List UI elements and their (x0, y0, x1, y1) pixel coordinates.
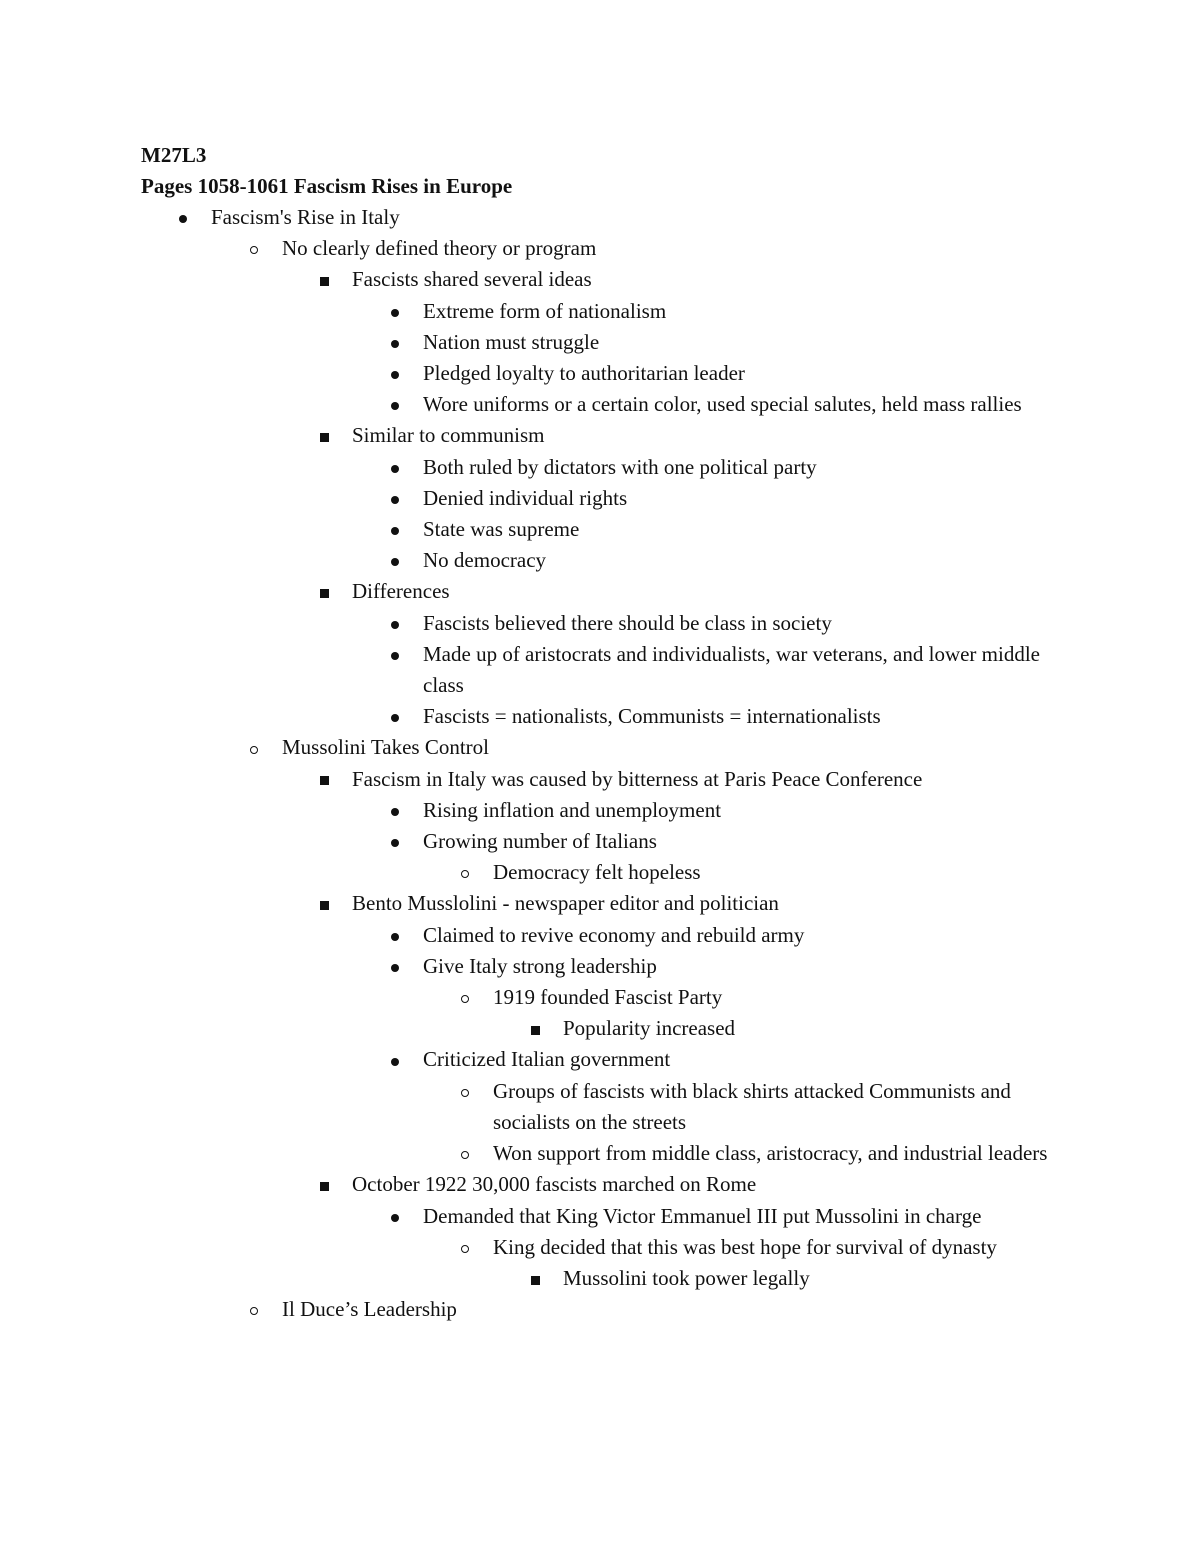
disc-bullet-icon (385, 483, 405, 514)
outline-item-text: Rising inflation and unemployment (423, 797, 722, 822)
disc-bullet-icon (385, 452, 405, 483)
outline-item (423, 639, 1080, 701)
outline-item-text: 1919 founded Fascist Party (493, 985, 723, 1010)
outline-item (352, 1169, 1080, 1200)
square-bullet-icon (314, 764, 334, 795)
outline-item (423, 296, 1080, 327)
outline-item-text: Extreme form of nationalism (423, 298, 667, 323)
outline-item (563, 1013, 1080, 1044)
outline-item-text: No clearly defined theory or program (282, 236, 597, 261)
outline-item-text: Claimed to revive economy and rebuild army (423, 922, 805, 947)
outline-item (423, 608, 1080, 639)
notes-body (141, 140, 1080, 1325)
outline-item-text: Il Duce’s Leadership (282, 1297, 457, 1322)
outline-item-text: Fascists shared several ideas (352, 267, 592, 292)
circle-bullet-icon (455, 1076, 475, 1107)
outline-item-text: State was supreme (423, 517, 580, 542)
square-bullet-icon (314, 1169, 334, 1200)
square-bullet-icon (525, 1013, 545, 1044)
outline-item (352, 764, 1080, 795)
outline-item-text: Growing number of Italians (423, 829, 657, 854)
outline-item (423, 1044, 1080, 1075)
disc-bullet-icon (173, 202, 193, 233)
outline-item (423, 483, 1080, 514)
outline-item-text: Made up of aristocrats and individualists, war veterans, and lower middle class (423, 641, 1040, 698)
disc-bullet-icon (385, 951, 405, 982)
disc-bullet-icon (385, 545, 405, 576)
disc-bullet-icon (385, 826, 405, 857)
square-bullet-icon (314, 888, 334, 919)
outline-item (352, 888, 1080, 919)
outline-item-text: Groups of fascists with black shirts attacked Communists and socialists on the streets (493, 1078, 1011, 1134)
disc-bullet-icon (385, 920, 405, 951)
outline-item (493, 982, 1080, 1013)
page-title: Pages 1058-1061 Fascism Rises in Europe (141, 174, 513, 198)
disc-bullet-icon (385, 795, 405, 826)
outline-item (211, 202, 1080, 233)
circle-bullet-icon (455, 1138, 475, 1169)
circle-bullet-icon (244, 1294, 264, 1325)
circle-bullet-icon (244, 233, 264, 264)
outline-item (423, 545, 1080, 576)
outline-item (352, 264, 1080, 295)
outline-item (352, 420, 1080, 451)
outline-item (423, 358, 1080, 389)
outline-item-text: Democracy felt hopeless (493, 860, 701, 885)
outline-item (423, 1201, 1080, 1232)
circle-bullet-icon (455, 982, 475, 1013)
outline-item-text: Criticized Italian government (423, 1047, 671, 1072)
outline-item (423, 826, 1080, 857)
outline-item-text: October 1922 30,000 fascists marched on Rome (352, 1172, 757, 1197)
outline-item (423, 701, 1080, 732)
disc-bullet-icon (385, 358, 405, 389)
outline-item (493, 1138, 1080, 1169)
circle-bullet-icon (455, 857, 475, 888)
outline-item-text: Nation must struggle (423, 329, 600, 354)
disc-bullet-icon (385, 1044, 405, 1075)
lesson-code: M27L3 (141, 143, 207, 167)
square-bullet-icon (314, 576, 334, 607)
outline-item (493, 1232, 1080, 1263)
outline-item-text: Mussolini took power legally (563, 1265, 810, 1290)
outline-item-text: Fascists = nationalists, Communists = internationalists (423, 704, 881, 729)
outline-item (282, 1294, 1080, 1325)
square-bullet-icon (525, 1263, 545, 1294)
outline-item (563, 1263, 1080, 1294)
outline-item (493, 1076, 1080, 1138)
outline-list (141, 202, 1080, 1325)
outline-item-text: King decided that this was best hope for survival of dynasty (493, 1234, 997, 1259)
outline-item-text: Both ruled by dictators with one political party (423, 454, 817, 479)
disc-bullet-icon (385, 639, 405, 670)
disc-bullet-icon (385, 1201, 405, 1232)
outline-item (423, 795, 1080, 826)
outline-item-text: No democracy (423, 548, 547, 573)
outline-item (282, 732, 1080, 763)
outline-item (493, 857, 1080, 888)
circle-bullet-icon (455, 1232, 475, 1263)
circle-bullet-icon (244, 732, 264, 763)
disc-bullet-icon (385, 389, 405, 420)
outline-item (423, 514, 1080, 545)
square-bullet-icon (314, 264, 334, 295)
outline-item (423, 452, 1080, 483)
disc-bullet-icon (385, 608, 405, 639)
outline-item-text: Fascism's Rise in Italy (211, 205, 400, 229)
outline-item-text: Wore uniforms or a certain color, used special salutes, held mass rallies (423, 392, 1022, 417)
outline-item-text: Similar to communism (352, 423, 545, 448)
outline-item (282, 233, 1080, 264)
outline-item-text: Demanded that King Victor Emmanuel III put Mussolini in charge (423, 1203, 982, 1228)
outline-item (352, 576, 1080, 607)
disc-bullet-icon (385, 514, 405, 545)
disc-bullet-icon (385, 327, 405, 358)
outline-item-text: Fascists believed there should be class in society (423, 610, 832, 635)
outline-item-text: Denied individual rights (423, 485, 628, 510)
outline-item-text: Mussolini Takes Control (282, 735, 489, 760)
outline-item (423, 920, 1080, 951)
outline-item-text: Popularity increased (563, 1016, 736, 1041)
square-bullet-icon (314, 420, 334, 451)
disc-bullet-icon (385, 296, 405, 327)
outline-item-text: Give Italy strong leadership (423, 953, 657, 978)
outline-item (423, 951, 1080, 982)
outline-item-text: Fascism in Italy was caused by bitterness at Paris Peace Conference (352, 766, 923, 791)
outline-item-text: Bento Musslolini - newspaper editor and politician (352, 891, 779, 916)
outline-item-text: Won support from middle class, aristocracy, and industrial leaders (493, 1141, 1048, 1166)
outline-item-text: Pledged loyalty to authoritarian leader (423, 361, 745, 386)
outline-item (423, 327, 1080, 358)
outline-item-text: Differences (352, 579, 450, 604)
outline-item (423, 389, 1080, 420)
disc-bullet-icon (385, 701, 405, 732)
